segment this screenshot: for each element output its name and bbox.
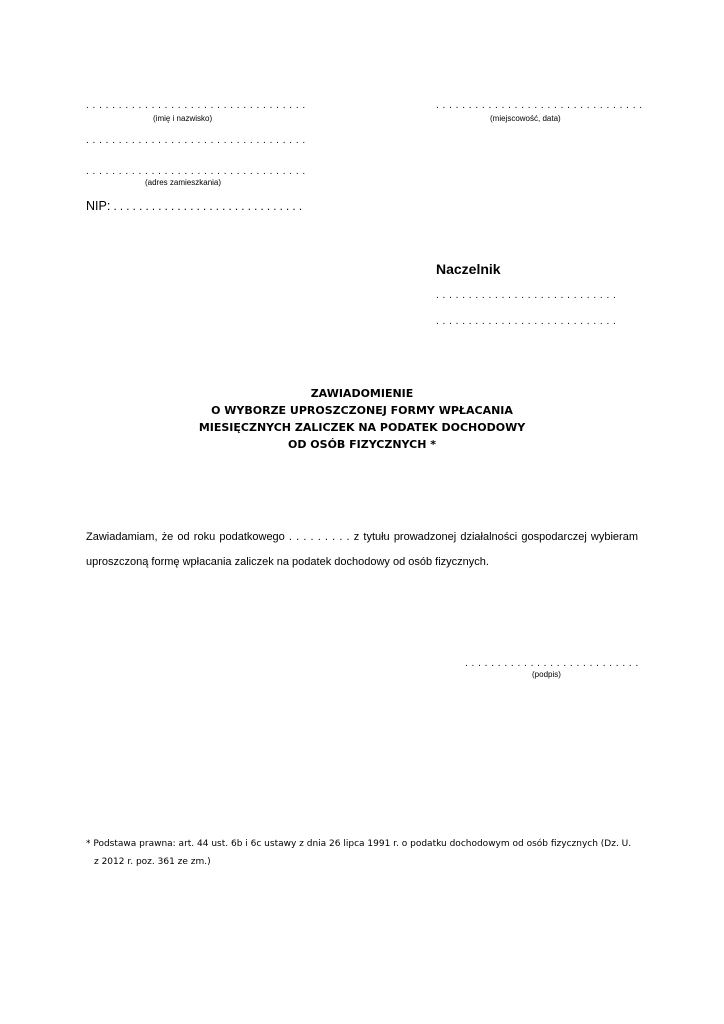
address-field-dots: . . . . . . . . . . . . . . . . . . . . . . . . . . . . . . . . . . <box>86 166 306 177</box>
title-line-2: O WYBORZE UPROSZCZONEJ FORMY WPŁACANIA <box>211 404 513 417</box>
recipient-line2-dots: . . . . . . . . . . . . . . . . . . . . . . . . . . . . <box>436 316 617 327</box>
title-line-4: OD OSÓB FIZYCZNYCH * <box>288 438 436 451</box>
document-title <box>0 385 724 453</box>
place-date-caption: (miejscowość, data) <box>490 114 561 123</box>
body-line-1: Zawiadamiam, że od roku podatkowego . . . . . . . . . z tytułu prowadzonej działalności gospodarczej wybieram <box>86 531 638 543</box>
nip-label: NIP: <box>86 199 111 213</box>
body-line-2: uproszczoną formę wpłacania zaliczek na podatek dochodowy od osób fizycznych. <box>86 556 489 568</box>
nip-dots: . . . . . . . . . . . . . . . . . . . . . . . . . . . . . . <box>110 201 303 213</box>
recipient-heading: Naczelnik <box>436 261 501 277</box>
sender-line2-dots: . . . . . . . . . . . . . . . . . . . . . . . . . . . . . . . . . . <box>86 135 306 146</box>
address-caption: (adres zamieszkania) <box>145 178 222 187</box>
name-caption: (imię i nazwisko) <box>153 114 213 123</box>
title-line-1: ZAWIADOMIENIE <box>310 387 414 400</box>
signature-caption: (podpis) <box>532 670 561 679</box>
name-field-dots: . . . . . . . . . . . . . . . . . . . . . . . . . . . . . . . . . . <box>86 100 306 111</box>
footnote-line-2: z 2012 r. poz. 361 ze zm.) <box>94 857 211 867</box>
recipient-line1-dots: . . . . . . . . . . . . . . . . . . . . . . . . . . . . <box>436 290 617 301</box>
nip-field <box>86 197 302 215</box>
title-line-3: MIESIĘCZNYCH ZALICZEK NA PODATEK DOCHODOWY <box>198 421 526 434</box>
footnote <box>86 835 631 871</box>
footnote-line-1: * Podstawa prawna: art. 44 ust. 6b i 6c ustawy z dnia 26 lipca 1991 r. o podatku dochodowym od osób fizycznych (Dz. U. <box>86 839 632 849</box>
signature-dots: . . . . . . . . . . . . . . . . . . . . . . . . . . . <box>465 658 639 669</box>
place-date-dots: . . . . . . . . . . . . . . . . . . . . . . . . . . . . . . . . <box>436 100 643 111</box>
